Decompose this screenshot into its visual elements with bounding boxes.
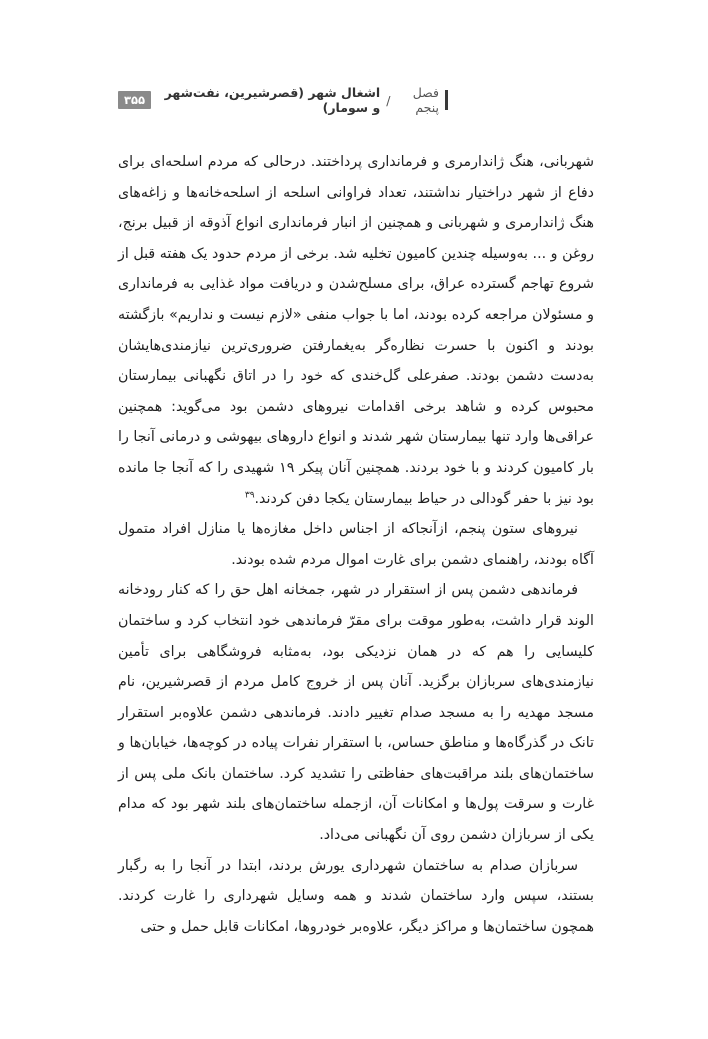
chapter-title: اشغال شهر (قصرشیرین، نفت‌شهر و سومار) xyxy=(164,85,381,115)
paragraph xyxy=(118,575,594,850)
paragraph xyxy=(118,514,594,575)
footnote-reference: ۳۹ xyxy=(244,489,255,500)
paragraph-text: فرماندهی دشمن پس از استقرار در شهر، جمخانه اهل حق را که کنار رودخانه الوند قرار داشت، به‌طور موقت برای مقرّ فرماندهی خود انتخاب کرد و ساختمان کلیسایی را هم که در همان نزدیکی بود، به‌مثابه فروشگاهی برای تأمین نیازمندی‌های سربازان برگزید. آنان پس از خروج کامل مردم از قصرشیرین، نام مسجد مهدیه را به مسجد صدام تغییر دادند. فرماندهی دشمن علاوه‌بر استقرار تانک در گذرگاه‌ها و مناطق حساس، با استقرار نفرات پیاده در کوچه‌ها، خیابان‌ها و ساختمان‌های بلند مراقبت‌های حفاظتی را تشدید کرد. ساختمان بانک ملی پس از غارت و سرقت پول‌ها و امکانات آن، ازجمله ساختمان‌های بلند شهر بود که مدام یکی از سربازان دشمن روی آن نگهبانی می‌داد. xyxy=(118,582,594,844)
chapter-label: فصل پنجم xyxy=(412,85,439,115)
header-separator: / xyxy=(386,92,391,108)
paragraph-text: نیروهای ستون پنجم، ازآنجاکه از اجناس داخل مغازه‌ها یا منازل افراد متمول آگاه بودند، راهنمای دشمن برای غارت اموال مردم شده بودند. xyxy=(118,521,594,568)
running-header xyxy=(118,86,448,114)
header-rule xyxy=(445,90,448,110)
body-text xyxy=(118,147,594,942)
paragraph xyxy=(118,147,594,514)
paragraph-text: سربازان صدام به ساختمان شهرداری یورش بردند، ابتدا در آنجا را به رگبار بستند، سپس وارد ساختمان شدند و همه وسایل شهرداری را غارت کردند. همچون ساختمان‌ها و مراکز دیگر، علاوه‌بر خودروها، امکانات قابل حمل و حتی xyxy=(118,857,594,935)
paragraph-text: شهربانی، هنگ ژاندارمری و فرمانداری پرداختند. درحالی که مردم اسلحه‌ای برای دفاع از شهر دراختیار نداشتند، تعداد فراوانی اسلحه از اسلحه‌خانه‌ها و زاغه‌های هنگ ژاندارمری و شهربانی و همچنین از انبار فرمانداری انواع آذوقه از قبیل برنج، روغن و ... به‌وسیله چندین کامیون تخلیه شد. برخی از مردم حدود یک هفته قبل از شروع تهاجم گسترده عراق، برای مسلح‌شدن و دریافت مواد غذایی به فرمانداری و مسئولان مراجعه کرده بودند، اما با جواب منفی «لازم نیست و نداریم» بازگشته بودند و اکنون با حسرت نظاره‌گر به‌یغمارفتن ضروری‌ترین نیازمندی‌هایشان به‌دست دشمن بودند. صفرعلی گل‌خندی که خود را در اتاق نگهبانی بیمارستان محبوس کرده و شاهد برخی اقدامات نیروهای دشمن بود می‌گوید: همچنین عراقی‌ها وارد تنها بیمارستان شهر شدند و انواع داروهای بیهوشی و درمانی آنجا را بار کامیون کردند و با خود بردند. همچنین آنان پیکر ۱۹ شهیدی را که آنجا جا مانده بود نیز با حفر گودالی در حیاط بیمارستان یکجا دفن کردند. xyxy=(118,154,594,507)
page-number: ۳۵۵ xyxy=(118,91,151,109)
paragraph xyxy=(118,851,594,943)
